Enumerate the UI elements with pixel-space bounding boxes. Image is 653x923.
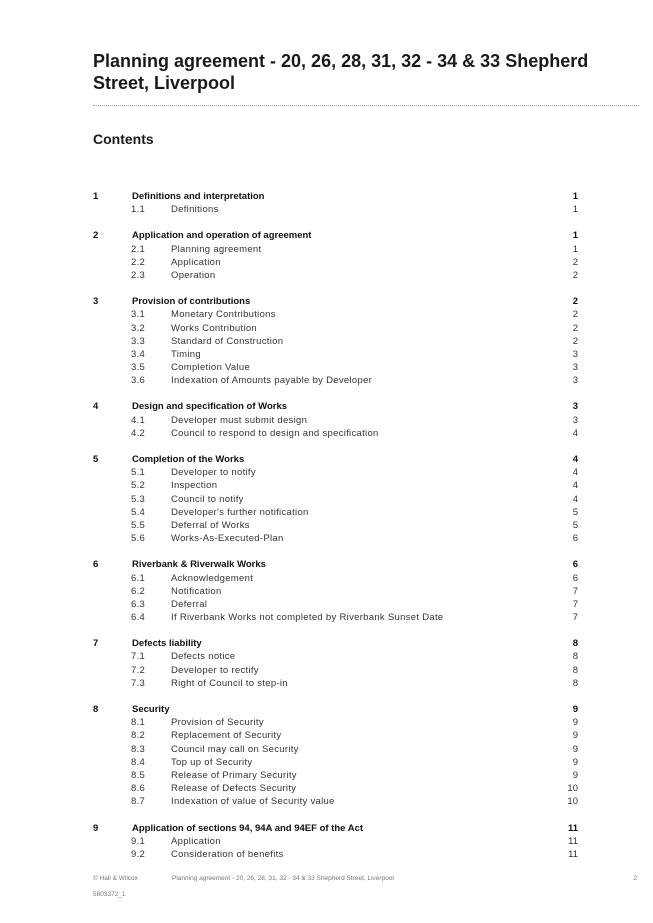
toc-subentry-number: 5.1 bbox=[131, 467, 146, 479]
toc-subentry-number: 5.4 bbox=[131, 506, 146, 518]
toc-subentry-number: 7.1 bbox=[131, 651, 146, 663]
toc-subentry-number: 8.2 bbox=[131, 730, 146, 742]
toc-subentry-title: Definitions bbox=[171, 204, 219, 216]
toc-subentry-title: Top up of Security bbox=[171, 756, 253, 768]
toc-subentry-page: 9 bbox=[572, 730, 578, 742]
toc-subentry-title: Defects notice bbox=[171, 651, 236, 663]
toc-entry-page: 2 bbox=[572, 296, 578, 308]
toc-entry-title: Design and specification of Works bbox=[132, 401, 288, 413]
toc-subentry[interactable] bbox=[93, 427, 578, 440]
toc-subentry[interactable] bbox=[93, 756, 578, 769]
toc-subentry[interactable] bbox=[93, 664, 578, 677]
toc-entry-number: 1 bbox=[93, 191, 99, 202]
toc-entry[interactable] bbox=[93, 295, 578, 308]
contents-heading: Contents bbox=[93, 131, 154, 147]
toc-subentry-title: Release of Defects Security bbox=[171, 783, 297, 795]
toc-subentry-title: Consideration of benefits bbox=[171, 848, 284, 860]
toc-subentry-title: Acknowledgement bbox=[171, 572, 254, 584]
toc-entry-title: Defects liability bbox=[132, 638, 202, 650]
toc-subentry-number: 9.1 bbox=[131, 835, 146, 847]
toc-subentry-title: Deferral bbox=[171, 598, 208, 610]
toc-subentry-page: 7 bbox=[572, 598, 578, 610]
toc-subentry[interactable] bbox=[93, 466, 578, 479]
toc-subentry-number: 8.3 bbox=[131, 743, 146, 755]
toc-entry-page: 3 bbox=[572, 401, 578, 413]
toc-subentry-page: 7 bbox=[572, 585, 578, 597]
toc-subentry-title: Operation bbox=[171, 269, 216, 281]
toc-entry-page: 9 bbox=[572, 704, 578, 715]
toc-subentry-page: 1 bbox=[572, 204, 578, 216]
toc-entry-page: 4 bbox=[572, 454, 578, 465]
toc-subentry-title: Indexation of value of Security value bbox=[171, 796, 335, 808]
title-divider bbox=[93, 105, 639, 106]
toc-subentry-number: 8.4 bbox=[131, 756, 146, 768]
toc-subentry-page: 4 bbox=[572, 467, 578, 479]
toc-subentry-title: Developer must submit design bbox=[171, 414, 308, 426]
toc-subentry-title: Notification bbox=[171, 585, 222, 597]
toc-subentry-page: 3 bbox=[572, 362, 578, 374]
toc-subentry[interactable] bbox=[93, 322, 578, 335]
toc-subentry[interactable] bbox=[93, 479, 578, 492]
toc-entry-title: Completion of the Works bbox=[132, 454, 245, 465]
toc-subentry[interactable] bbox=[93, 493, 578, 506]
toc-subentry-number: 5.6 bbox=[131, 533, 146, 545]
toc-subentry-number: 2.1 bbox=[131, 243, 146, 255]
toc-section bbox=[93, 453, 578, 545]
toc-entry-number: 9 bbox=[93, 822, 99, 834]
toc-subentry-page: 5 bbox=[572, 519, 578, 531]
toc-subentry-number: 5.3 bbox=[131, 493, 146, 505]
toc-subentry-number: 8.6 bbox=[131, 783, 146, 795]
toc-subentry-title: Monetary Contributions bbox=[171, 309, 276, 321]
toc-subentry-title: Developer's further notification bbox=[171, 506, 309, 518]
toc-subentry-page: 9 bbox=[572, 743, 578, 755]
toc-entry-title: Definitions and interpretation bbox=[132, 191, 265, 202]
toc-subentry[interactable] bbox=[93, 769, 578, 782]
toc-subentry-number: 3.2 bbox=[131, 322, 146, 334]
toc-subentry-title: Completion Value bbox=[171, 362, 251, 374]
toc-subentry-title: Replacement of Security bbox=[171, 730, 282, 742]
toc-entry[interactable] bbox=[93, 400, 578, 413]
toc-subentry-number: 8.1 bbox=[131, 717, 146, 729]
toc-subentry-number: 7.2 bbox=[131, 664, 146, 676]
toc-section bbox=[93, 229, 578, 282]
toc-subentry[interactable] bbox=[93, 335, 578, 348]
toc-subentry-number: 1.1 bbox=[131, 204, 146, 216]
toc-entry[interactable] bbox=[93, 637, 578, 650]
toc-entry-page: 11 bbox=[567, 822, 578, 834]
toc-subentry[interactable] bbox=[93, 374, 578, 387]
toc-subentry[interactable] bbox=[93, 414, 578, 427]
toc-subentry-page: 7 bbox=[572, 612, 578, 624]
footer-copyright: © Hall & Wilcox bbox=[93, 875, 138, 882]
toc-entry-number: 6 bbox=[93, 559, 99, 571]
footer-document-title: Planning agreement - 20, 26, 28, 31, 32 - 34 & 33 Shepherd Street, Liverpool bbox=[172, 875, 394, 882]
toc-subentry[interactable] bbox=[93, 532, 578, 545]
toc-subentry[interactable] bbox=[93, 743, 578, 756]
page-footer bbox=[93, 875, 637, 885]
toc-subentry-title: Provision of Security bbox=[171, 717, 264, 729]
toc-section bbox=[93, 703, 578, 809]
toc-entry-number: 3 bbox=[93, 296, 99, 308]
toc-subentry-number: 3.6 bbox=[131, 375, 146, 387]
toc-subentry-title: If Riverbank Works not completed by Riverbank Sunset Date bbox=[171, 612, 444, 624]
toc-subentry-page: 4 bbox=[572, 493, 578, 505]
toc-section bbox=[93, 190, 578, 216]
toc-subentry-title: Council to notify bbox=[171, 493, 244, 505]
toc-subentry[interactable] bbox=[93, 598, 578, 611]
toc-subentry-page: 6 bbox=[572, 572, 578, 584]
toc-subentry-number: 3.5 bbox=[131, 362, 146, 374]
toc-subentry-number: 8.5 bbox=[131, 769, 146, 781]
toc-subentry[interactable] bbox=[93, 611, 578, 624]
toc-section bbox=[93, 295, 578, 387]
toc-subentry-title: Standard of Construction bbox=[171, 335, 284, 347]
toc-entry[interactable] bbox=[93, 558, 578, 571]
toc-subentry[interactable] bbox=[93, 256, 578, 269]
toc-subentry-page: 2 bbox=[572, 256, 578, 268]
toc-subentry-number: 6.2 bbox=[131, 585, 146, 597]
toc-subentry-title: Developer to notify bbox=[171, 467, 256, 479]
toc-subentry[interactable] bbox=[93, 585, 578, 598]
toc-subentry-page: 9 bbox=[572, 717, 578, 729]
toc-subentry-number: 6.4 bbox=[131, 612, 146, 624]
toc-entry-number: 4 bbox=[93, 401, 99, 413]
toc-entry[interactable] bbox=[93, 703, 578, 716]
toc-subentry[interactable] bbox=[93, 677, 578, 690]
toc-subentry-number: 6.3 bbox=[131, 598, 146, 610]
toc-subentry-page: 4 bbox=[572, 427, 578, 439]
toc-subentry[interactable] bbox=[93, 519, 578, 532]
toc-subentry-title: Application bbox=[171, 835, 221, 847]
toc-subentry-page: 8 bbox=[572, 664, 578, 676]
toc-subentry-page: 5 bbox=[572, 506, 578, 518]
toc-entry-page: 1 bbox=[572, 191, 578, 202]
toc-subentry-page: 1 bbox=[572, 243, 578, 255]
toc-subentry-number: 4.2 bbox=[131, 427, 146, 439]
toc-subentry-number: 2.3 bbox=[131, 269, 146, 281]
toc-entry-number: 7 bbox=[93, 638, 99, 650]
toc-subentry[interactable] bbox=[93, 650, 578, 663]
toc-subentry-number: 3.3 bbox=[131, 335, 146, 347]
toc-section bbox=[93, 400, 578, 440]
toc-subentry[interactable] bbox=[93, 269, 578, 282]
toc-entry-title: Security bbox=[132, 704, 170, 715]
toc-subentry[interactable] bbox=[93, 308, 578, 321]
toc-subentry-number: 7.3 bbox=[131, 677, 146, 689]
toc-entry-title: Provision of contributions bbox=[132, 296, 251, 308]
toc-subentry-page: 9 bbox=[572, 769, 578, 781]
toc-section bbox=[93, 822, 578, 862]
toc-subentry[interactable] bbox=[93, 848, 578, 861]
toc-subentry-page: 3 bbox=[572, 348, 578, 360]
toc-subentry-title: Indexation of Amounts payable by Developer bbox=[171, 375, 373, 387]
toc-subentry[interactable] bbox=[93, 835, 578, 848]
toc-subentry-page: 10 bbox=[567, 783, 578, 795]
toc-subentry-number: 9.2 bbox=[131, 848, 146, 860]
toc-subentry-number: 2.2 bbox=[131, 256, 146, 268]
toc-subentry-title: Works-As-Executed-Plan bbox=[171, 533, 284, 545]
toc-subentry-page: 11 bbox=[568, 835, 578, 847]
toc-subentry-number: 5.2 bbox=[131, 480, 146, 492]
toc-subentry[interactable] bbox=[93, 572, 578, 585]
toc-subentry-number: 8.7 bbox=[131, 796, 146, 808]
toc-subentry-page: 8 bbox=[572, 677, 578, 689]
toc-subentry[interactable] bbox=[93, 203, 578, 216]
toc-subentry-title: Works Contribution bbox=[171, 322, 258, 334]
toc-subentry-title: Council to respond to design and specification bbox=[171, 427, 379, 439]
toc-entry-page: 1 bbox=[572, 230, 578, 242]
toc-entry[interactable] bbox=[93, 822, 578, 835]
toc-subentry[interactable] bbox=[93, 243, 578, 256]
toc-subentry[interactable] bbox=[93, 506, 578, 519]
toc-subentry-page: 2 bbox=[572, 335, 578, 347]
toc-entry-title: Application of sections 94, 94A and 94EF of the Act bbox=[132, 822, 364, 834]
toc-subentry-title: Planning agreement bbox=[171, 243, 262, 255]
toc-subentry[interactable] bbox=[93, 716, 578, 729]
toc-subentry[interactable] bbox=[93, 361, 578, 374]
toc-subentry-title: Release of Primary Security bbox=[171, 769, 297, 781]
toc-subentry-page: 6 bbox=[572, 533, 578, 545]
document-reference: 5803372_1 bbox=[93, 891, 126, 898]
toc-subentry[interactable] bbox=[93, 782, 578, 795]
toc-subentry-title: Council may call on Security bbox=[171, 743, 299, 755]
toc-subentry-number: 5.5 bbox=[131, 519, 146, 531]
toc-entry[interactable] bbox=[93, 453, 578, 466]
toc-subentry[interactable] bbox=[93, 795, 578, 808]
toc-subentry-title: Developer to rectify bbox=[171, 664, 259, 676]
toc-entry-title: Riverbank & Riverwalk Works bbox=[132, 559, 266, 571]
toc-subentry-title: Deferral of Works bbox=[171, 519, 250, 531]
toc-subentry-page: 11 bbox=[568, 848, 578, 860]
toc-entry[interactable] bbox=[93, 229, 578, 242]
toc-entry-number: 8 bbox=[93, 704, 99, 715]
toc-subentry-title: Application bbox=[171, 256, 221, 268]
toc-subentry-page: 4 bbox=[572, 480, 578, 492]
toc-subentry[interactable] bbox=[93, 729, 578, 742]
toc-subentry-page: 2 bbox=[572, 322, 578, 334]
toc-subentry-page: 2 bbox=[572, 309, 578, 321]
toc-subentry-page: 9 bbox=[572, 756, 578, 768]
toc-entry-page: 8 bbox=[572, 638, 578, 650]
toc-subentry-title: Right of Council to step-in bbox=[171, 677, 288, 689]
toc-entry-page: 6 bbox=[572, 559, 578, 571]
toc-subentry-page: 8 bbox=[572, 651, 578, 663]
toc-section bbox=[93, 558, 578, 624]
toc-entry-title: Application and operation of agreement bbox=[132, 230, 312, 242]
toc-entry-number: 5 bbox=[93, 454, 99, 465]
toc-subentry-number: 3.4 bbox=[131, 348, 146, 360]
toc-subentry-number: 4.1 bbox=[131, 414, 146, 426]
toc-subentry-title: Timing bbox=[171, 348, 201, 360]
toc-subentry-page: 3 bbox=[572, 414, 578, 426]
footer-page-number: 2 bbox=[633, 875, 637, 882]
toc-section bbox=[93, 637, 578, 690]
toc-subentry-page: 10 bbox=[567, 796, 578, 808]
toc-entry-number: 2 bbox=[93, 230, 99, 242]
toc-subentry-number: 3.1 bbox=[131, 309, 146, 321]
toc-subentry-number: 6.1 bbox=[131, 572, 146, 584]
document-title: Planning agreement - 20, 26, 28, 31, 32 - 34 & 33 Shepherd Street, Liverpool bbox=[93, 51, 589, 93]
toc-entry[interactable] bbox=[93, 190, 578, 203]
toc-subentry-title: Inspection bbox=[171, 480, 218, 492]
toc-subentry[interactable] bbox=[93, 348, 578, 361]
table-of-contents bbox=[93, 190, 578, 874]
toc-subentry-page: 3 bbox=[572, 375, 578, 387]
toc-subentry-page: 2 bbox=[572, 269, 578, 281]
